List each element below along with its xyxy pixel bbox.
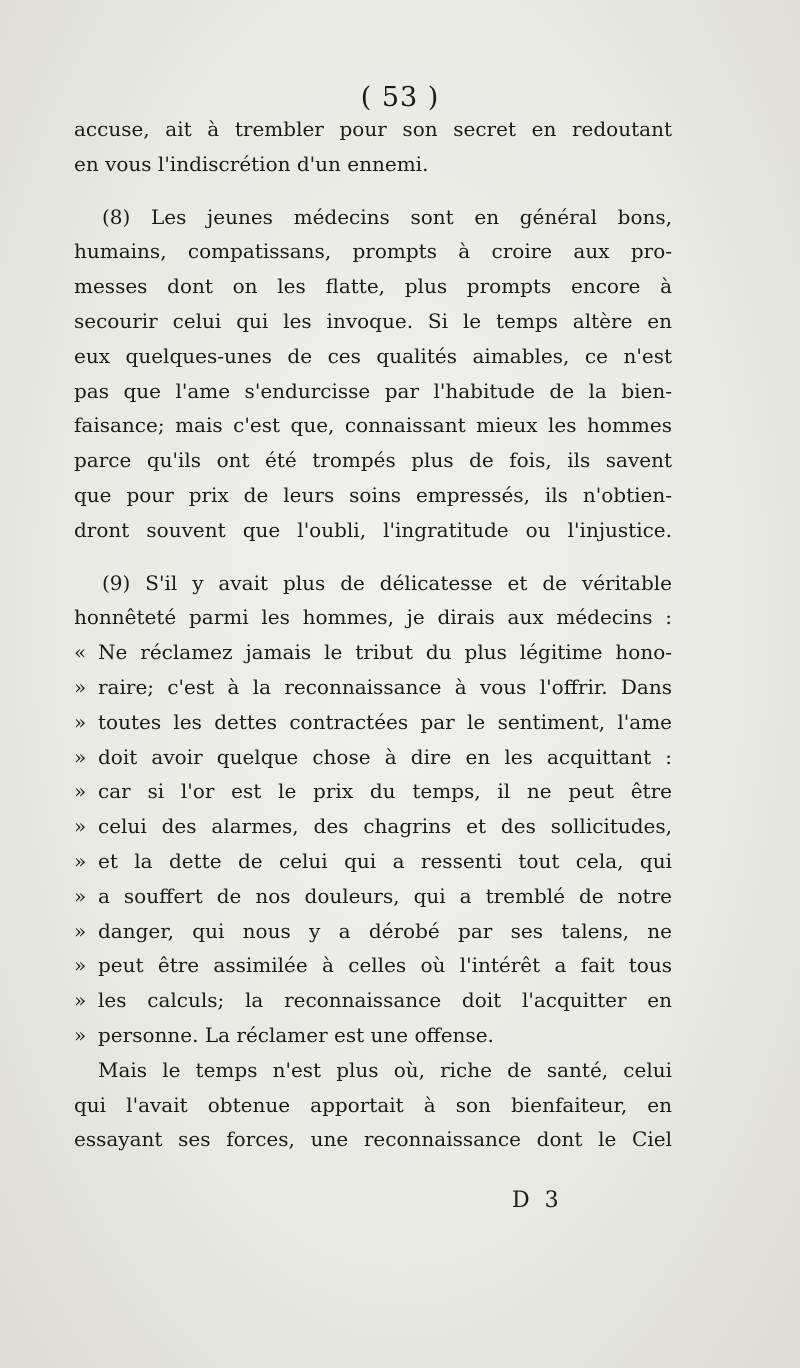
quote-mark: » (74, 918, 87, 943)
quote-text: doit avoir quelque chose à dire en les acquittant : (98, 744, 672, 769)
quote-line (74, 844, 672, 879)
quote-mark: » (74, 779, 87, 804)
quote-line (74, 983, 672, 1018)
quote-mark: » (74, 709, 87, 734)
text-line: essayant ses forces, une reconnaissance dont le Ciel (74, 1127, 672, 1152)
text-line: dront souvent que l'oubli, l'ingratitude ou l'injustice. (74, 517, 672, 542)
text-line: humains, compatissans, prompts à croire aux pro- (74, 239, 672, 264)
quote-mark: » (74, 988, 87, 1013)
quote-mark: » (74, 1022, 87, 1047)
quote-line (74, 635, 672, 670)
text-line: (9) S'il y avait plus de délicatesse et de véritable (102, 570, 672, 595)
paragraph-8 (74, 200, 672, 548)
quote-text: danger, qui nous y a dérobé par ses talens, ne (98, 918, 672, 943)
quote-mark: « (74, 640, 87, 665)
text-line: Mais le temps n'est plus où, riche de santé, celui (98, 1057, 672, 1082)
text-line: que pour prix de leurs soins empressés, ils n'obtien- (74, 482, 672, 507)
quote-text: celui des alarmes, des chagrins et des sollicitudes, (98, 814, 672, 839)
quote-line (74, 809, 672, 844)
quote-line (74, 948, 672, 983)
quote-text: personne. La réclamer est une offense. (98, 1022, 494, 1047)
quoted-passage (74, 635, 672, 1053)
text-line: (8) Les jeunes médecins sont en général bons, (102, 204, 672, 229)
quote-text: Ne réclamez jamais le tribut du plus légitime hono- (98, 640, 672, 665)
quote-mark: » (74, 814, 87, 839)
page-body (74, 112, 672, 1157)
quote-mark: » (74, 953, 87, 978)
quote-text: toutes les dettes contractées par le sentiment, l'ame (98, 709, 672, 734)
text-line: eux quelques-unes de ces qualités aimables, ce n'est (74, 343, 672, 368)
signature-mark: D 3 (512, 1188, 563, 1213)
text-line: accuse, ait à trembler pour son secret en redoutant (74, 117, 672, 141)
quote-mark: » (74, 744, 87, 769)
quote-text: peut être assimilée à celles où l'intérêt a fait tous (98, 953, 672, 978)
paragraph-9 (74, 566, 672, 636)
quote-text: et la dette de celui qui a ressenti tout cela, qui (98, 848, 672, 873)
quote-line (74, 774, 672, 809)
quote-mark: » (74, 848, 87, 873)
continuation-paragraph (74, 112, 672, 182)
page-number-header: ( 53 ) (360, 82, 440, 113)
text-line: faisance; mais c'est que, connaissant mieux les hommes (74, 413, 672, 438)
text-line: pas que l'ame s'endurcisse par l'habitude de la bien- (74, 378, 672, 403)
text-line: parce qu'ils ont été trompés plus de fois, ils savent (74, 448, 672, 473)
quote-line (74, 879, 672, 914)
text-line: qui l'avait obtenue apportait à son bienfaiteur, en (74, 1092, 672, 1117)
quote-text: raire; c'est à la reconnaissance à vous l'offrir. Dans (98, 674, 672, 699)
quote-line (74, 1018, 672, 1053)
quote-line (74, 705, 672, 740)
quote-line (74, 914, 672, 949)
quote-text: les calculs; la reconnaissance doit l'acquitter en (98, 988, 672, 1013)
quote-mark: » (74, 883, 87, 908)
quote-line (74, 670, 672, 705)
quote-line (74, 740, 672, 775)
closing-paragraph (74, 1053, 672, 1157)
quote-text: car si l'or est le prix du temps, il ne peut être (98, 779, 672, 804)
text-line: honnêteté parmi les hommes, je dirais aux médecins : (74, 605, 672, 630)
quote-mark: » (74, 674, 87, 699)
text-line: messes dont on les flatte, plus prompts encore à (74, 274, 672, 299)
text-line: secourir celui qui les invoque. Si le temps altère en (74, 308, 672, 333)
quote-text: a souffert de nos douleurs, qui a tremblé de notre (98, 883, 672, 908)
text-line: en vous l'indiscrétion d'un ennemi. (74, 151, 429, 176)
